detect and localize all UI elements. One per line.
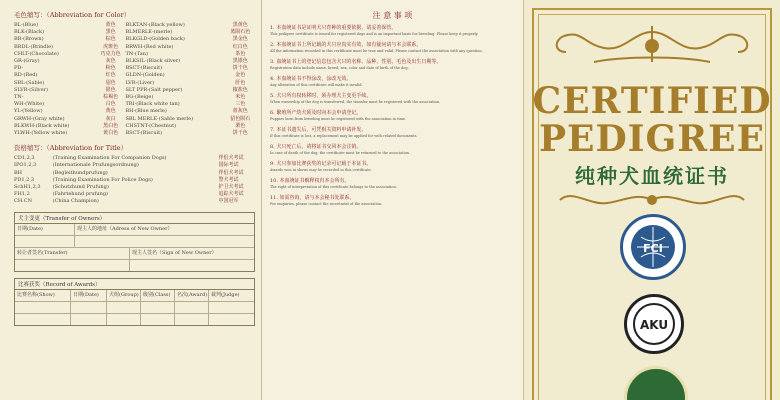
color-cell: 黄白色 — [103, 130, 119, 137]
color-cell: SLVR-(Silver) — [14, 86, 48, 93]
color-cell: GRWH-(Gray white) — [14, 115, 65, 122]
color-row — [14, 44, 255, 51]
color-row — [14, 87, 255, 94]
record-of-awards-box — [14, 278, 255, 326]
color-cell: TN-(Tan) — [125, 50, 148, 57]
color-cell: 貂色陨石 — [230, 115, 251, 122]
color-abbreviation-heading: 毛色缩写：（Abbreviation for Color） — [14, 11, 131, 19]
color-cell: BLKWH-(Black white) — [14, 122, 70, 129]
cover-title-chinese: 纯种犬血统证书 — [575, 164, 729, 188]
color-cell: BR-(Brown) — [14, 36, 44, 43]
color-cell: BG-(Beige) — [125, 94, 154, 101]
color-cell: SBL-(Sable) — [14, 79, 45, 86]
title-row — [14, 177, 255, 184]
color-row — [14, 72, 255, 79]
color-cell: CHSTNT-(Chestnut) — [125, 122, 177, 129]
top-flourish-icon — [524, 22, 780, 72]
color-cell: 灰色 — [105, 58, 116, 65]
color-cell: 黑金色 — [232, 36, 248, 43]
color-cell: GLDN-(Golden) — [125, 72, 165, 79]
transfer-row — [15, 248, 254, 260]
transfer-of-owners-box — [14, 212, 255, 272]
title-cell: CH.CN — [14, 198, 32, 205]
fci-seal-text: FCI — [643, 242, 663, 255]
clause-chinese-text: 6. 繁殖所产幼犬须及时向本会申请登记。 — [270, 110, 362, 116]
cover-title-line1: CERTIFIED — [532, 80, 772, 122]
title-cell: SchH1,2,3 — [14, 184, 41, 191]
title-abbreviation-heading: 资格缩写：（Abbreviation for Title） — [14, 144, 128, 153]
transfer-row — [15, 236, 254, 248]
awards-row — [15, 314, 254, 325]
title-cell: (China Champion) — [52, 198, 99, 205]
transfer-sign-col: 转让者签名(Transfer) — [15, 248, 130, 259]
color-cell: 蓝陨石色 — [230, 29, 251, 36]
color-cell: RD-(Red) — [14, 72, 38, 79]
awards-col-judge: 裁判(Judge) — [211, 291, 240, 298]
new-owner-sign-col: 现主人签名（Sign of New Owner） — [132, 249, 217, 256]
clause-chinese-text: 11. 如需咨询，请与本会秘书处联系。 — [270, 195, 355, 201]
color-cell: 饼干色 — [232, 130, 248, 137]
title-row — [14, 170, 255, 177]
title-cell: FH1,2 — [14, 191, 30, 198]
color-cell: 茶色 — [235, 50, 246, 57]
transfer-row — [15, 224, 254, 236]
clause-chinese-text: 5. 犬只所有权转移时，须办理犬主变更手续。 — [270, 93, 372, 99]
clause-chinese-text: 2. 本血统证书上所记载的犬只应真实有效，如有疑问请与本会联系。 — [270, 42, 422, 48]
color-row — [14, 80, 255, 87]
color-cell: YLWH-(Yellow white) — [14, 130, 68, 137]
color-cell: 黑银色 — [232, 58, 248, 65]
color-cell: BLK-(Black) — [14, 29, 45, 36]
color-cell: 椒盐色 — [232, 86, 248, 93]
color-cell: GR-(Gray) — [14, 58, 40, 65]
color-row — [14, 130, 255, 137]
notes-clause — [270, 144, 515, 156]
clause-english-text: In case of death of the dog, the certificate must be returned to the association. — [270, 151, 411, 155]
clause-english-text: If this certificate is lost, a replacement may be applied for with related documents. — [270, 134, 418, 138]
clause-chinese-text: 9. 犬只参加比赛获奖的记录可记载于本证书。 — [270, 161, 372, 167]
notes-clause — [270, 93, 515, 105]
clause-chinese-text: 1. 本血统证书是证明犬只育种的重要依据，请妥善保管。 — [270, 25, 397, 31]
clause-english-text: Awards won in shows may be recorded in this certificate. — [270, 168, 372, 172]
notes-clause — [270, 127, 515, 139]
title-row — [14, 162, 255, 169]
transfer-date-col: 日期(Date) — [15, 224, 75, 235]
color-cell: 红白色 — [232, 43, 248, 50]
notes-clause — [270, 161, 515, 173]
notes-clause — [270, 195, 515, 207]
color-cell: 巧克力色 — [100, 50, 121, 57]
notes-clause — [270, 178, 515, 190]
title-cell: 护卫犬考试 — [218, 184, 244, 191]
color-cell: BLKTAN-(Black yellow) — [125, 22, 185, 28]
clause-english-text: When ownership of the dog is transferred, the transfer must be registered with the association. — [270, 100, 441, 104]
notes-clause — [270, 25, 515, 37]
title-cell: (Internationale Prufungsordnung) — [52, 162, 139, 169]
color-cell: 蓝色 — [105, 22, 116, 28]
color-cell: CHLT-(Chocolate) — [14, 50, 59, 57]
akc-seal-icon — [624, 294, 684, 354]
color-cell: 黑色 — [105, 29, 116, 36]
color-cell: 三色 — [235, 101, 246, 108]
color-cell: 虎斑色 — [103, 43, 119, 50]
color-row — [14, 108, 255, 115]
awards-col-group: 犬组(Group) — [107, 290, 141, 301]
color-cell: PD- — [14, 65, 24, 72]
awards-col-award: 名次(Award) — [175, 290, 209, 301]
notes-title: 注 意 事 项 — [372, 11, 413, 20]
transfer-header: 犬主变更（Transfer of Owners） — [15, 213, 254, 224]
clause-english-text: For enquiries, please contact the secretariat of the association. — [270, 202, 383, 206]
awards-row — [15, 302, 254, 314]
clause-english-text: This pedigree certificate is issued for registered dogs and is an important basis for breeding. Please keep it properly. — [270, 32, 479, 36]
title-cell: (Training Examination For Companion Dogs) — [52, 155, 167, 162]
title-cell: 国际考试 — [218, 162, 239, 169]
clause-chinese-text: 3. 血统证书上的登记信息包含犬只的名称、品种、性别、毛色及出生日期等。 — [270, 59, 442, 65]
color-cell: 金色 — [235, 72, 246, 79]
color-cell: 银色 — [105, 86, 116, 93]
color-cell: BLKSIL-(Black silver) — [125, 58, 181, 65]
title-cell: (Fahrtehund prufung) — [52, 191, 109, 198]
color-cell: BH-(Blue merle) — [125, 108, 167, 115]
color-cell: 蓝灰色 — [232, 108, 248, 115]
color-cell: 米色 — [235, 94, 246, 101]
color-cell: 灰白 — [105, 115, 116, 122]
cover-title-line2: PEDIGREE — [538, 118, 766, 160]
fci-seal-icon — [620, 214, 686, 280]
color-cell: 粉色 — [105, 65, 116, 72]
notes-clauses — [270, 25, 515, 207]
title-cell: PD1,2,3 — [14, 176, 35, 183]
clause-english-text: All the information recorded in this certificate must be true and valid. Please contact the association with any question. — [270, 49, 483, 53]
color-row — [14, 51, 255, 58]
color-cell: WH-(White) — [14, 101, 45, 108]
color-cell: BRDL-(Brindle) — [14, 43, 54, 50]
title-cell: (Training Examination For Police Dogs) — [52, 176, 153, 183]
title-cell: IPO1,2,3 — [14, 162, 37, 169]
awards-header: 比赛获奖（Record of Awards） — [15, 279, 254, 290]
color-row — [14, 116, 255, 123]
awards-col-class: 级别(Class) — [141, 290, 175, 301]
color-cell: BL-(Blue) — [14, 22, 39, 28]
title-cell: 伴侣犬考试 — [218, 169, 244, 176]
transfer-address-col: 现主人的地址（Adress of New Owner） — [77, 225, 173, 232]
notes-clause — [270, 59, 515, 71]
notes-clause — [270, 110, 515, 122]
color-cell: LVR-(Liver) — [125, 79, 155, 86]
clause-chinese-text: 8. 犬只死亡后，请将证书交回本会注销。 — [270, 144, 362, 150]
akc-seal-text: AKU — [639, 318, 669, 332]
cover-panel — [524, 0, 780, 400]
clause-english-text: Puppies born from breeding must be registered with the association in time. — [270, 117, 407, 121]
color-cell: 黑黄色 — [232, 22, 248, 28]
color-cell: 黄色 — [105, 108, 116, 115]
title-cell: 追踪犬考试 — [218, 191, 244, 198]
notes-clause — [270, 42, 515, 54]
awards-header-row — [15, 290, 254, 302]
awards-col-date: 日期(Date) — [71, 290, 107, 301]
color-cell: BLMERLE-(merle) — [125, 29, 173, 36]
color-cell: 肝色 — [235, 79, 246, 86]
color-cell: 栗色 — [235, 122, 246, 129]
color-cell: YL-(Yellow) — [14, 108, 43, 115]
title-cell: (Schutzhund Prufung) — [52, 184, 109, 191]
color-cell: BSCT-(Biscuit) — [125, 65, 163, 72]
color-cell: BSCT-(Biscuit) — [125, 130, 163, 137]
title-cell: 警犬考试 — [218, 176, 239, 183]
color-row — [14, 36, 255, 43]
color-cell: BLKGLD-(Golden back) — [125, 36, 185, 43]
clause-english-text: The right of interpretation of this certificate belongs to the association. — [270, 185, 397, 189]
clause-chinese-text: 4. 本血统证书不得涂改，涂改无效。 — [270, 76, 352, 82]
clause-chinese-text: 7. 本证书遗失后，可凭相关资料申请补发。 — [270, 127, 367, 133]
color-cell: SLT PPR-(Salt pepper) — [125, 86, 183, 93]
color-cell: 棕色 — [105, 36, 116, 43]
back-left-panel — [0, 0, 262, 400]
title-cell: (Begleithundprufung) — [52, 169, 108, 176]
color-cell: 饼干色 — [232, 65, 248, 72]
clause-chinese-text: 10. 本血统证书解释权归本会所有。 — [270, 178, 350, 184]
color-cell: TRI-(Black white tan) — [125, 101, 180, 108]
clause-english-text: Registration data include name, breed, sex, color and date of birth of the dog. — [270, 66, 409, 70]
color-cell: SBL MERLE-(Sable merle) — [125, 115, 194, 122]
color-cell: TN- — [14, 94, 24, 101]
color-cell: BRWH-(Red white) — [125, 43, 174, 50]
title-row — [14, 198, 255, 205]
title-abbreviation-table — [14, 155, 255, 205]
color-cell: 黑白色 — [103, 122, 119, 129]
color-abbreviation-table — [14, 22, 255, 137]
bottom-flourish-icon — [524, 186, 780, 216]
title-cell: BH — [14, 169, 23, 176]
color-row — [14, 123, 255, 130]
color-cell: 红色 — [105, 72, 116, 79]
color-cell: 白色 — [105, 101, 116, 108]
color-cell: 貂色 — [105, 79, 116, 86]
notes-panel — [262, 0, 524, 400]
transfer-row — [15, 260, 254, 271]
color-cell: 棕褐色 — [103, 94, 119, 101]
title-cell: 伴侣犬考试 — [218, 155, 244, 162]
awards-col-show: 比赛名称(Show) — [15, 290, 71, 301]
title-cell: 中国冠军 — [218, 198, 239, 205]
title-cell: CD1,2,3 — [14, 155, 35, 162]
notes-clause — [270, 76, 515, 88]
clause-english-text: Any alteration of this certificate will make it invalid. — [270, 83, 363, 87]
